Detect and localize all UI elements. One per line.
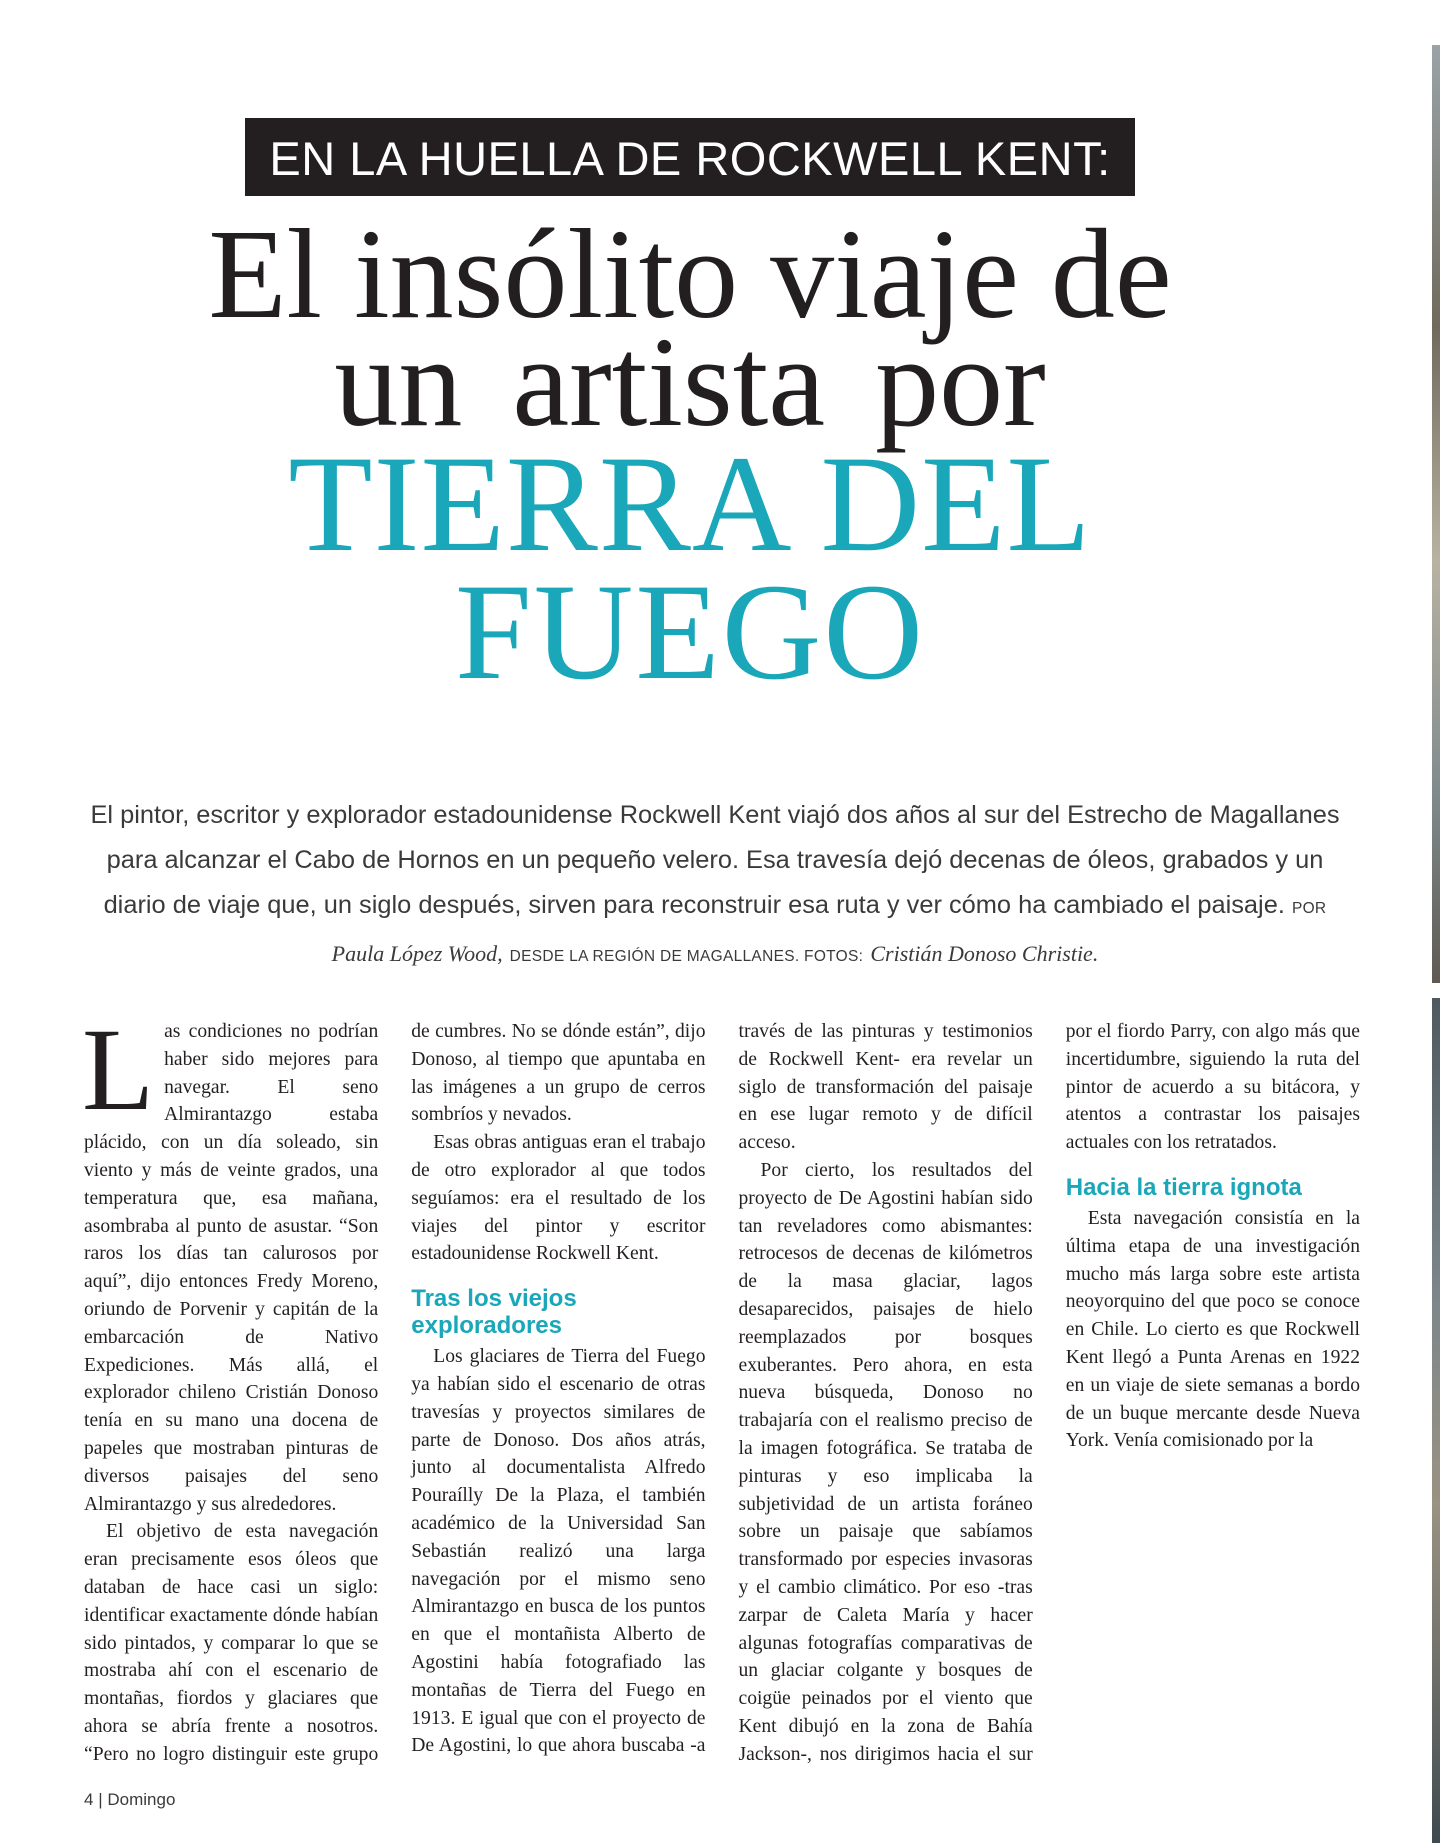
lead-text: El pintor, escritor y explorador estadounidense Rockwell Kent viajó dos años al sur del Estrecho de Magallanes para alcanzar el Cabo de Hornos en un pequeño velero. Esa travesía dejó decenas de óleos, grabados y un diario de viaje que, un siglo después, sirven para reconstruir esa ruta y ver cómo ha cambiado el paisaje.	[90, 801, 1340, 919]
section-heading-2: Hacia la tierra ignota	[1065, 1173, 1302, 1201]
headline-line-2: un artista por	[334, 311, 1046, 453]
headline-line-3: TIERRA DEL	[288, 427, 1092, 580]
article-body	[82, 1004, 1360, 1769]
article-paragraph-4: Los glaciares de Tierra del Fuego ya habían sido el escenario de otras travesías y proyectos similares de parte de Donoso. Dos años atrás, junto al documentalista Alfredo Pouraílly De la Plaza, el también académico de la Universidad San Sebastián realizó una larga navegación por el mismo seno Almirantazgo en busca de los puntos en que el montañista Alberto de Agostini había fotografiado las montañas de Tierra del Fuego en 1913. E igual que con el proyecto de De Agostini, lo que ahora buscaba -a través de las pinturas y testimonios de Rockwell Kent- era revelar un siglo de transformación del paisaje en ese lugar remoto y de difícil acceso.	[411, 1021, 1033, 1757]
lead-paragraph	[80, 793, 1350, 979]
drop-cap: L	[82, 1004, 155, 1135]
article-paragraph-2: El objetivo de esta navegación eran precisamente esos óleos que databan de hace casi un siglo: identificar exactamente dónde habían sido pintados, y comparar lo que se mostraba ahí con el escenario de montañas, fiordos y glaciares que ahora se abría frente a nosotros. “Pero no logro distinguir este grupo de cumbres. No se dónde están”, dijo Donoso, al tiempo que apuntaba en las imágenes a un grupo de cerros sombríos y nevados.	[84, 1021, 706, 1765]
photographer-name: Cristián Donoso Christie.	[870, 941, 1099, 966]
adjacent-page-photo-bottom	[1432, 998, 1440, 1843]
article-paragraph-1	[82, 1004, 379, 1518]
section-name: Domingo	[107, 1790, 176, 1809]
article-paragraph-1-text: as condiciones no podrían haber sido mejores para navegar. El seno Almirantazgo estaba plácido, con un día soleado, sin viento y más de veinte grados, una temperatura que, esa mañana, asombraba al punto de asustar. “Son raros los días tan calurosos por aquí”, dijo entonces Fredy Moreno, oriundo de Porvenir y capitán de la embarcación de Nativo Expediciones. Más allá, el explorador chileno Cristián Donoso tenía en su mano una docena de papeles que mostraban pinturas de diversos paisajes del seno Almirantazgo y sus alrededores.	[84, 1021, 379, 1515]
author-name: Paula López Wood,	[331, 941, 503, 966]
article-paragraph-5: Por cierto, los resultados del proyecto de De Agostini habían sido tan reveladores como abismantes: retrocesos de decenas de kilómetros de la masa glaciar, lagos desaparecidos, paisajes de hielo reemplazados por bosques exuberantes. Pero ahora, en esta nueva búsqueda, Donoso no trabajaría con el realismo preciso de la imagen fotográfica. Se trataba de pinturas y eso implicaba la subjetividad de un artista foráneo sobre un paisaje que sabíamos transformado por especies invasoras y el cambio climático. Por eso -tras zarpar de Caleta María y hacer algunas fotografías comparativas de un glaciar colgante y bosques de coigüe peinados por el viento que Kent dibujó en la zona de Bahía Jackson-, nos dirigimos hacia el sur por el fiordo Parry, con algo más que incertidumbre, siguiendo la ruta del pintor de acuerdo a su bitácora, y atentos a contrastar los paisajes actuales con los retratados.	[738, 1021, 1360, 1765]
page-number: 4	[84, 1790, 94, 1809]
kicker-banner: EN LA HUELLA DE ROCKWELL KENT:	[245, 118, 1134, 196]
byline-label: POR	[1291, 900, 1327, 917]
page-footer	[84, 1790, 175, 1810]
adjacent-page-photo-top	[1432, 45, 1440, 983]
footer-separator: |	[98, 1790, 103, 1809]
article-paragraph-3: Esas obras antiguas eran el trabajo de otro explorador al que todos seguíamos: era el resultado de los viajes del pintor y escritor estadounidense Rockwell Kent.	[411, 1132, 706, 1265]
article-paragraph-6: Esta navegación consistía en la última etapa de una investigación mucho más larga sobre este artista neoyorquino del que poco se conoce en Chile. Lo cierto es que Rockwell Kent llegó a Punta Arenas en 1922 en un viaje de siete semanas a bordo de un buque mercante desde Nueva York. Venía comisionado por la	[1065, 1207, 1360, 1452]
headline-line-4: FUEGO	[454, 555, 926, 708]
location-photo-label: DESDE LA REGIÓN DE MAGALLANES. FOTOS:	[509, 948, 864, 965]
headline	[0, 203, 1380, 708]
kicker-container	[0, 118, 1380, 196]
headline-line-1: El insólito viaje de	[208, 203, 1172, 345]
section-heading-1: Tras los viejos exploradores	[411, 1285, 577, 1340]
